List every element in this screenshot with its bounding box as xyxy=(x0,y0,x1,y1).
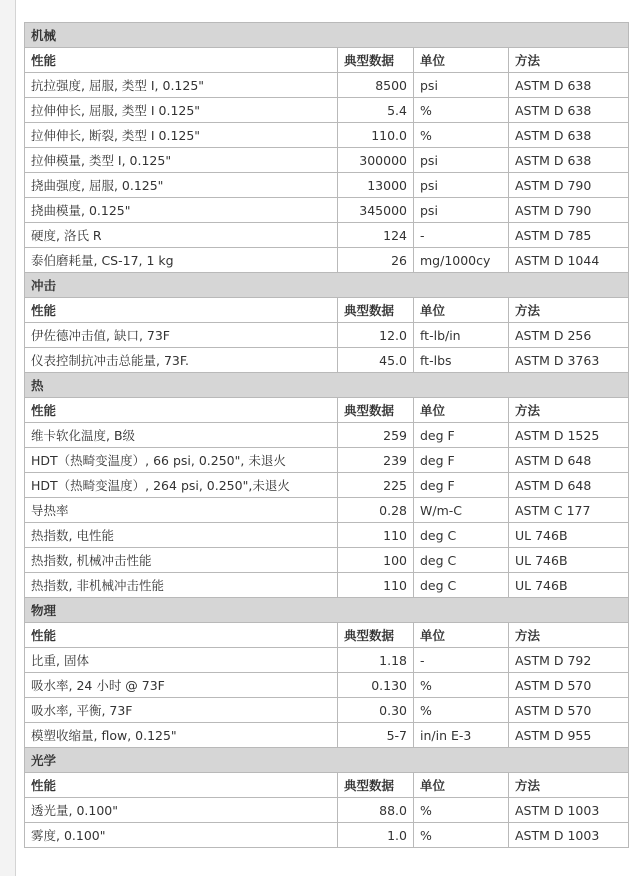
method-cell: ASTM D 256 xyxy=(509,323,629,348)
property-cell: 挠曲模量, 0.125" xyxy=(25,198,338,223)
property-cell: 热指数, 非机械冲击性能 xyxy=(25,573,338,598)
value-cell: 300000 xyxy=(338,148,414,173)
properties-table-body xyxy=(25,23,629,848)
property-cell: 伊佐德冲击值, 缺口, 73F xyxy=(25,323,338,348)
value-cell: 0.28 xyxy=(338,498,414,523)
table-row xyxy=(25,723,629,748)
column-header-row xyxy=(25,298,629,323)
table-row xyxy=(25,198,629,223)
property-cell: 雾度, 0.100" xyxy=(25,823,338,848)
method-cell: ASTM D 1003 xyxy=(509,798,629,823)
unit-cell: deg F xyxy=(414,423,509,448)
section-header-row xyxy=(25,598,629,623)
method-cell: ASTM D 638 xyxy=(509,73,629,98)
section-header-row xyxy=(25,748,629,773)
table-row xyxy=(25,548,629,573)
column-header-unit: 单位 xyxy=(414,298,509,323)
value-cell: 345000 xyxy=(338,198,414,223)
method-cell: ASTM D 1525 xyxy=(509,423,629,448)
unit-cell: % xyxy=(414,698,509,723)
method-cell: ASTM D 3763 xyxy=(509,348,629,373)
property-cell: 热指数, 电性能 xyxy=(25,523,338,548)
unit-cell: % xyxy=(414,798,509,823)
column-header-property: 性能 xyxy=(25,298,338,323)
property-cell: 导热率 xyxy=(25,498,338,523)
property-cell: 仪表控制抗冲击总能量, 73F. xyxy=(25,348,338,373)
unit-cell: ft-lb/in xyxy=(414,323,509,348)
unit-cell: in/in E-3 xyxy=(414,723,509,748)
column-header-method: 方法 xyxy=(509,298,629,323)
section-title: 热 xyxy=(25,373,629,398)
property-cell: HDT（热畸变温度）, 264 psi, 0.250",未退火 xyxy=(25,473,338,498)
value-cell: 100 xyxy=(338,548,414,573)
property-cell: 拉伸模量, 类型 I, 0.125" xyxy=(25,148,338,173)
datasheet xyxy=(24,22,628,848)
value-cell: 124 xyxy=(338,223,414,248)
value-cell: 88.0 xyxy=(338,798,414,823)
table-row xyxy=(25,223,629,248)
value-cell: 239 xyxy=(338,448,414,473)
table-row xyxy=(25,148,629,173)
column-header-method: 方法 xyxy=(509,48,629,73)
property-cell: 吸水率, 平衡, 73F xyxy=(25,698,338,723)
value-cell: 26 xyxy=(338,248,414,273)
column-header-unit: 单位 xyxy=(414,773,509,798)
section-header-row xyxy=(25,23,629,48)
column-header-property: 性能 xyxy=(25,773,338,798)
column-header-method: 方法 xyxy=(509,398,629,423)
property-cell: 比重, 固体 xyxy=(25,648,338,673)
method-cell: ASTM D 1044 xyxy=(509,248,629,273)
unit-cell: psi xyxy=(414,148,509,173)
section-title: 冲击 xyxy=(25,273,629,298)
method-cell: ASTM D 792 xyxy=(509,648,629,673)
method-cell: ASTM D 570 xyxy=(509,698,629,723)
column-header-typical: 典型数据 xyxy=(338,398,414,423)
column-header-unit: 单位 xyxy=(414,398,509,423)
method-cell: UL 746B xyxy=(509,548,629,573)
section-title: 机械 xyxy=(25,23,629,48)
method-cell: UL 746B xyxy=(509,523,629,548)
table-row xyxy=(25,123,629,148)
unit-cell: % xyxy=(414,123,509,148)
property-cell: 挠曲强度, 屈服, 0.125" xyxy=(25,173,338,198)
unit-cell: - xyxy=(414,223,509,248)
unit-cell: % xyxy=(414,98,509,123)
method-cell: ASTM D 785 xyxy=(509,223,629,248)
section-header-row xyxy=(25,273,629,298)
method-cell: ASTM D 638 xyxy=(509,98,629,123)
value-cell: 12.0 xyxy=(338,323,414,348)
property-cell: 泰伯磨耗量, CS-17, 1 kg xyxy=(25,248,338,273)
property-cell: 抗拉强度, 屈服, 类型 I, 0.125" xyxy=(25,73,338,98)
property-cell: 拉伸伸长, 断裂, 类型 I 0.125" xyxy=(25,123,338,148)
table-row xyxy=(25,573,629,598)
value-cell: 45.0 xyxy=(338,348,414,373)
unit-cell: deg F xyxy=(414,448,509,473)
section-title: 光学 xyxy=(25,748,629,773)
value-cell: 13000 xyxy=(338,173,414,198)
table-row xyxy=(25,423,629,448)
table-row xyxy=(25,523,629,548)
table-row xyxy=(25,673,629,698)
value-cell: 225 xyxy=(338,473,414,498)
column-header-property: 性能 xyxy=(25,48,338,73)
table-row xyxy=(25,473,629,498)
property-cell: 透光量, 0.100" xyxy=(25,798,338,823)
property-cell: 硬度, 洛氏 R xyxy=(25,223,338,248)
unit-cell: - xyxy=(414,648,509,673)
table-row xyxy=(25,98,629,123)
value-cell: 110 xyxy=(338,573,414,598)
unit-cell: W/m-C xyxy=(414,498,509,523)
unit-cell: ft-lbs xyxy=(414,348,509,373)
column-header-row xyxy=(25,623,629,648)
value-cell: 5.4 xyxy=(338,98,414,123)
column-header-typical: 典型数据 xyxy=(338,298,414,323)
unit-cell: deg C xyxy=(414,523,509,548)
property-cell: 热指数, 机械冲击性能 xyxy=(25,548,338,573)
column-header-method: 方法 xyxy=(509,623,629,648)
method-cell: ASTM C 177 xyxy=(509,498,629,523)
table-row xyxy=(25,323,629,348)
method-cell: ASTM D 790 xyxy=(509,198,629,223)
property-cell: HDT（热畸变温度）, 66 psi, 0.250", 未退火 xyxy=(25,448,338,473)
unit-cell: psi xyxy=(414,198,509,223)
method-cell: ASTM D 790 xyxy=(509,173,629,198)
section-header-row xyxy=(25,373,629,398)
table-row xyxy=(25,498,629,523)
column-header-row xyxy=(25,398,629,423)
unit-cell: % xyxy=(414,823,509,848)
method-cell: ASTM D 570 xyxy=(509,673,629,698)
section-title: 物理 xyxy=(25,598,629,623)
value-cell: 259 xyxy=(338,423,414,448)
unit-cell: psi xyxy=(414,173,509,198)
value-cell: 8500 xyxy=(338,73,414,98)
table-row xyxy=(25,823,629,848)
column-header-row xyxy=(25,773,629,798)
column-header-property: 性能 xyxy=(25,623,338,648)
unit-cell: deg C xyxy=(414,573,509,598)
table-row xyxy=(25,798,629,823)
column-header-typical: 典型数据 xyxy=(338,48,414,73)
column-header-row xyxy=(25,48,629,73)
method-cell: ASTM D 648 xyxy=(509,473,629,498)
table-row xyxy=(25,448,629,473)
properties-table xyxy=(24,22,629,848)
table-row xyxy=(25,648,629,673)
value-cell: 0.30 xyxy=(338,698,414,723)
unit-cell: mg/1000cy xyxy=(414,248,509,273)
table-row xyxy=(25,73,629,98)
property-cell: 维卡软化温度, B级 xyxy=(25,423,338,448)
method-cell: ASTM D 648 xyxy=(509,448,629,473)
value-cell: 1.0 xyxy=(338,823,414,848)
table-row xyxy=(25,248,629,273)
unit-cell: deg C xyxy=(414,548,509,573)
table-row xyxy=(25,173,629,198)
method-cell: ASTM D 638 xyxy=(509,123,629,148)
column-header-typical: 典型数据 xyxy=(338,623,414,648)
property-cell: 吸水率, 24 小时 @ 73F xyxy=(25,673,338,698)
property-cell: 模塑收缩量, flow, 0.125" xyxy=(25,723,338,748)
page-panel xyxy=(15,0,634,876)
method-cell: UL 746B xyxy=(509,573,629,598)
value-cell: 1.18 xyxy=(338,648,414,673)
value-cell: 5-7 xyxy=(338,723,414,748)
value-cell: 110.0 xyxy=(338,123,414,148)
unit-cell: % xyxy=(414,673,509,698)
value-cell: 110 xyxy=(338,523,414,548)
property-cell: 拉伸伸长, 屈服, 类型 I 0.125" xyxy=(25,98,338,123)
method-cell: ASTM D 955 xyxy=(509,723,629,748)
unit-cell: deg F xyxy=(414,473,509,498)
table-row xyxy=(25,698,629,723)
column-header-method: 方法 xyxy=(509,773,629,798)
unit-cell: psi xyxy=(414,73,509,98)
column-header-property: 性能 xyxy=(25,398,338,423)
method-cell: ASTM D 1003 xyxy=(509,823,629,848)
value-cell: 0.130 xyxy=(338,673,414,698)
column-header-unit: 单位 xyxy=(414,48,509,73)
column-header-typical: 典型数据 xyxy=(338,773,414,798)
table-row xyxy=(25,348,629,373)
column-header-unit: 单位 xyxy=(414,623,509,648)
method-cell: ASTM D 638 xyxy=(509,148,629,173)
